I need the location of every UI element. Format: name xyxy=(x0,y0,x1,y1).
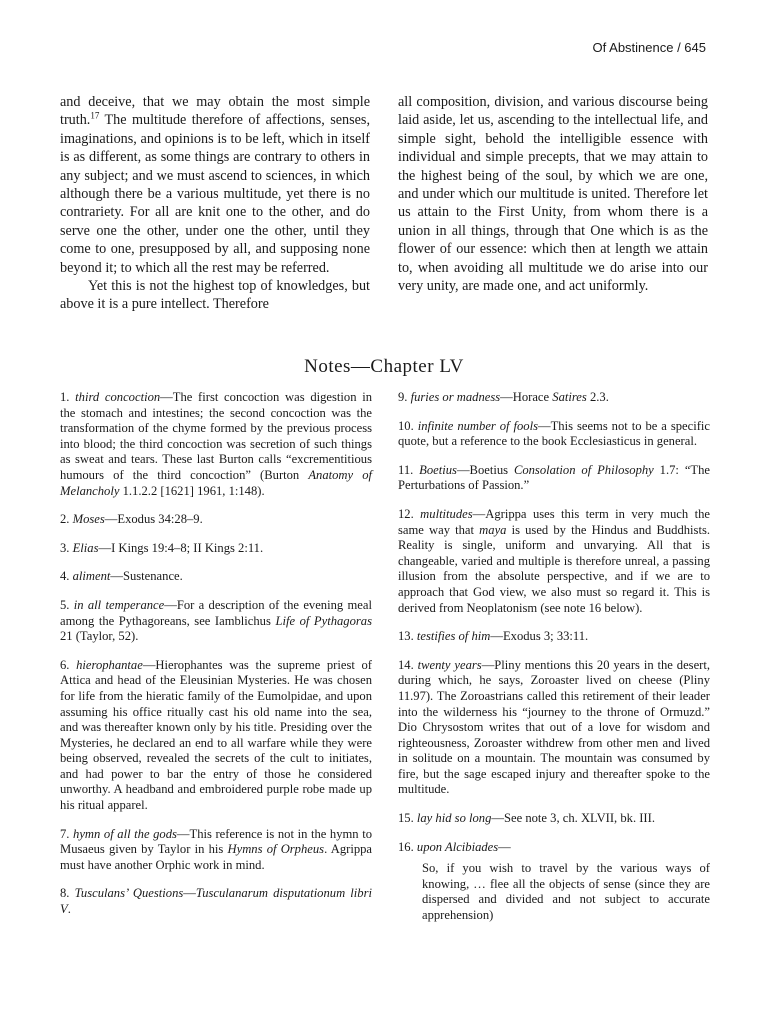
body-paragraph: and deceive, that we may obtain the most simple truth.$^{17}$ The multitude therefore of affections, senses, imaginations, and opinions is to be left, which in itself is as different, as some things are contrary to others in any subject; and we must ascend to sciences, in which although there be a various multitude, yet there is no contrariety. For all are knit one to the other, and do serve one the other, under one the other, until they come to one, presupposed by all, and supposing none beyond it; to which all the rest may be referred. xyxy=(60,94,370,276)
note-16: 16. upon Alcibiades— So, if you wish to travel by the various ways of knowing, … flee all the objects of sense (since they are dispersed and divided and not subject to accurate apprehension) xyxy=(398,839,710,923)
body-paragraph: all composition, division, and various discourse being laid aside, let us, ascending to the intellectual life, and simple sight, behold the intelligible essence with individual and simple precepts, that we may attain to the highest being of the soul, by which we are one, and under which our multitude is united. Therefore let us attain to the First Unity, from whom there is a union in all things, through that One which is as the flower of our essence: which then at length we attain to, when avoiding all multitude we do arise into our very unity, are made one, and act uniformly. xyxy=(398,94,708,295)
note-3: 3. Elias—I Kings 19:4–8; II Kings 2:11. xyxy=(60,540,264,555)
note-8: 8. Tusculans’ Questions—Tusculanarum disputationum libri V. xyxy=(60,886,373,917)
body-column-right xyxy=(398,93,708,295)
notes-column-left xyxy=(60,390,372,931)
note-2: 2. Moses—Exodus 34:28–9. xyxy=(60,512,203,527)
notes-column-right xyxy=(398,390,710,937)
note-10: 10. infinite number of fools—This seems not to be a specific quote, but a reference to the book Ecclesiasticus in general. xyxy=(398,418,711,449)
note-14: 14. twenty years—Pliny mentions this 20 years in the desert, during which, he says, Zoroaster lived on cheese (Pliny 11.97). The Zoroastrians called this retirement of their leader into the wilderness his “journey to the throne of Ormuzd.” Dio Chrysostom writes that out of a love for wisdom and righteousness, Zoroaster withdrew from other men and lived in solitude on a mountain. The mountain was consumed by fire, but the sage escaped injury and thereafter spoke to the multitude. xyxy=(398,657,711,797)
note-11: 11. Boetius—Boetius Consolation of Philosophy 1.7: “The Perturbations of Passion.” xyxy=(398,462,710,493)
note-1: 1. third concoction—The first concoction was digestion in the stomach and intestines; the second concoction was the transformation of the chyme formed by the previous process into blood; the third concoction was secretion of such things as sweat and tears. These last Burton calls “excrementitious humours of the third concoction” (Burton Anatomy of Melancholy 1.1.2.2 [1621] 1961, 1:148). xyxy=(60,390,373,498)
note-15: 15. lay hid so long—See note 3, ch. XLVII, bk. III. xyxy=(398,811,655,826)
body-column-left xyxy=(60,93,370,314)
note-12: 12. multitudes—Agrippa uses this term in very much the same way that maya is used by the Hindus and Buddhists. Reality is single, uniform and unvarying. All that is changeable, varied and multiple is therefore unreal, a passing illusion from the absolute perspective, and if we are to approach that God view, we also must so regard it. This is derived from Neoplatonism (see note 16 below). xyxy=(398,506,711,615)
note-7: 7. hymn of all the gods—This reference is not in the hymn to Musaeus given by Taylor in his Hymns of Orpheus. Agrippa must have another Orphic work in mind. xyxy=(60,826,372,872)
note-4: 4. aliment—Sustenance. xyxy=(60,569,183,584)
running-head: Of Abstinence / 645 xyxy=(592,40,706,55)
footnote-ref[interactable]: 17 xyxy=(90,110,100,121)
body-paragraph: Yet this is not the highest top of knowledges, but above it is a pure intellect. Therefore xyxy=(60,278,370,313)
notes-heading: Notes—Chapter LV xyxy=(304,356,464,377)
note-6: 6. hierophantae—Hierophantes was the supreme priest of Attica and head of the Eleusinian Mysteries. He was chosen for life from the hieratic family of the Eumolpidae, and upon assuming his office ritually cast his old name into the sea, and was thereafter known only by his title. Presiding over the Mysteries, he declared an end to all warfare while they were being observed, revealed the secrets of the cult to initiates, and had power to bar the entry of those he considered unworthy. A headband and embroidered purple robe made up his ritual apparel. xyxy=(60,657,373,813)
note-5: 5. in all temperance—For a description of the evening meal among the Pythagoreans, see Iamblichus Life of Pythagoras 21 (Taylor, 52). xyxy=(60,597,372,644)
note-9: 9. furies or madness—Horace Satires 2.3. xyxy=(398,390,609,404)
block-quote: So, if you wish to travel by the various ways of knowing, … flee all the objects of sense (since they are dispersed and divided and not subject to accurate apprehension) xyxy=(422,861,710,923)
note-13: 13. testifies of him—Exodus 3; 33:11. xyxy=(398,629,589,644)
